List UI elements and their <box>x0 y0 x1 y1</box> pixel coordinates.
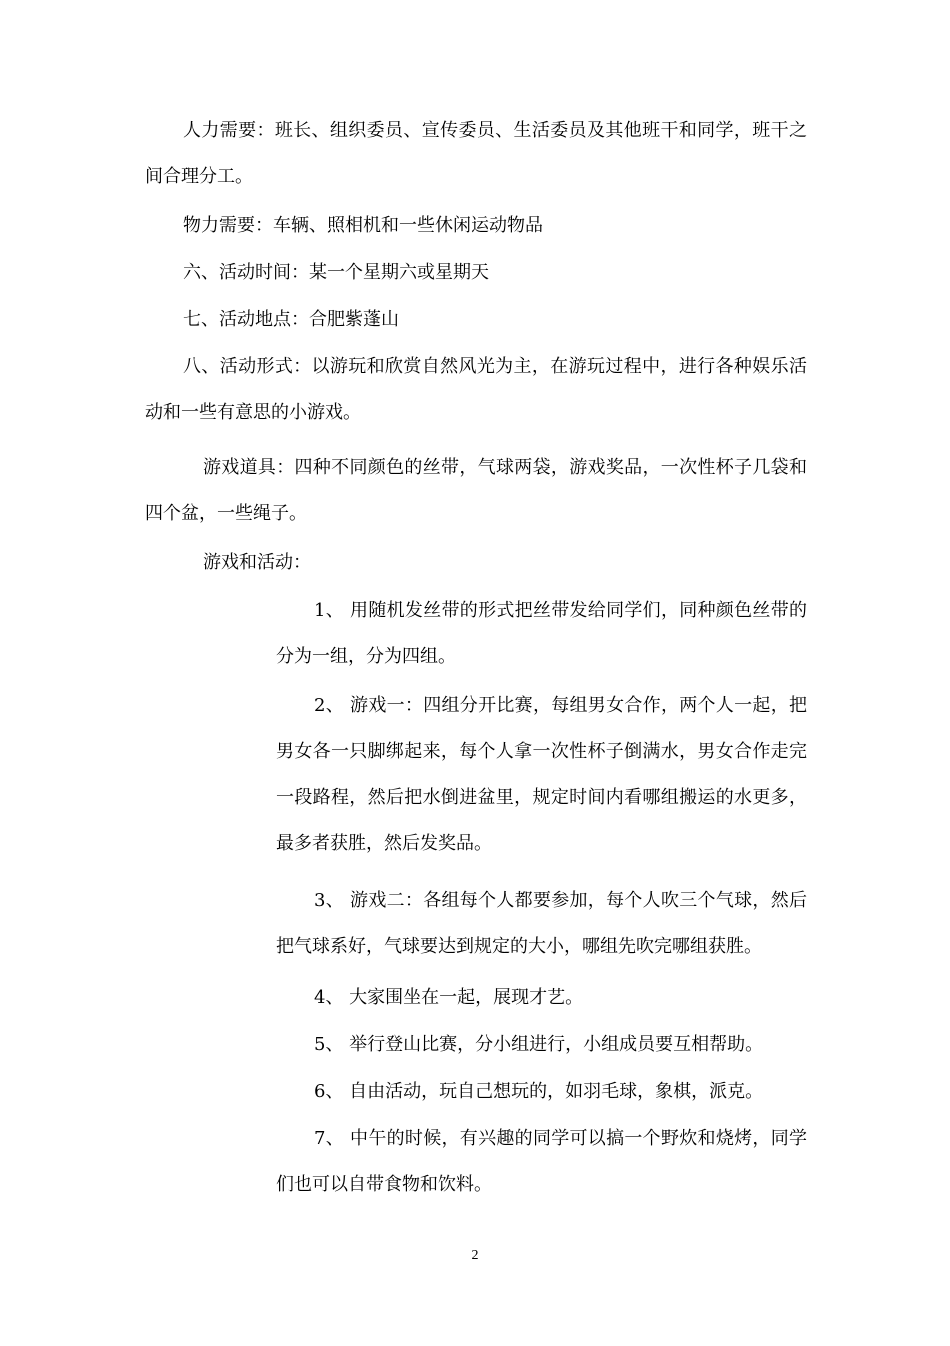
paragraph-activity-form: 八、活动形式：以游玩和欣赏自然风光为主，在游玩过程中，进行各种娱乐活动和一些有意思的小游戏。 <box>145 356 807 423</box>
paragraph-activity-time: 六、活动时间：某一个星期六或星期天 <box>183 262 489 283</box>
activity-item-2: 2、 游戏一：四组分开比赛，每组男女合作，两个人一起，把男女各一只脚绑起来，每个人拿一次性杯子倒满水，男女合作走完一段路程，然后把水倒进盆里，规定时间内看哪组搬运的水更多，最多者获胜，然后发奖品。 <box>276 695 807 854</box>
paragraph-manpower: 人力需要：班长、组织委员、宣传委员、生活委员及其他班干和同学，班干之间合理分工。 <box>145 120 807 187</box>
paragraph-games-heading: 游戏和活动： <box>203 552 311 573</box>
activity-item-1: 1、 用随机发丝带的形式把丝带发给同学们，同种颜色丝带的分为一组，分为四组。 <box>276 600 807 667</box>
activity-item-7: 7、 中午的时候，有兴趣的同学可以搞一个野炊和烧烤，同学们也可以自带食物和饮料。 <box>276 1128 807 1195</box>
activity-item-4: 4、 大家围坐在一起，展现才艺。 <box>314 987 584 1008</box>
activity-item-3: 3、 游戏二：各组每个人都要参加，每个人吹三个气球，然后把气球系好，气球要达到规定的大小，哪组先吹完哪组获胜。 <box>276 890 807 957</box>
page-number: 2 <box>471 1248 479 1263</box>
activity-item-6: 6、 自由活动，玩自己想玩的，如羽毛球，象棋，派克。 <box>314 1081 764 1102</box>
paragraph-materials: 物力需要：车辆、照相机和一些休闲运动物品 <box>183 215 543 236</box>
paragraph-game-props: 游戏道具：四种不同颜色的丝带，气球两袋，游戏奖品，一次性杯子几袋和四个盆，一些绳子。 <box>145 457 807 524</box>
paragraph-activity-location: 七、活动地点：合肥紫蓬山 <box>183 309 399 330</box>
activity-item-5: 5、 举行登山比赛，分小组进行，小组成员要互相帮助。 <box>314 1034 764 1055</box>
